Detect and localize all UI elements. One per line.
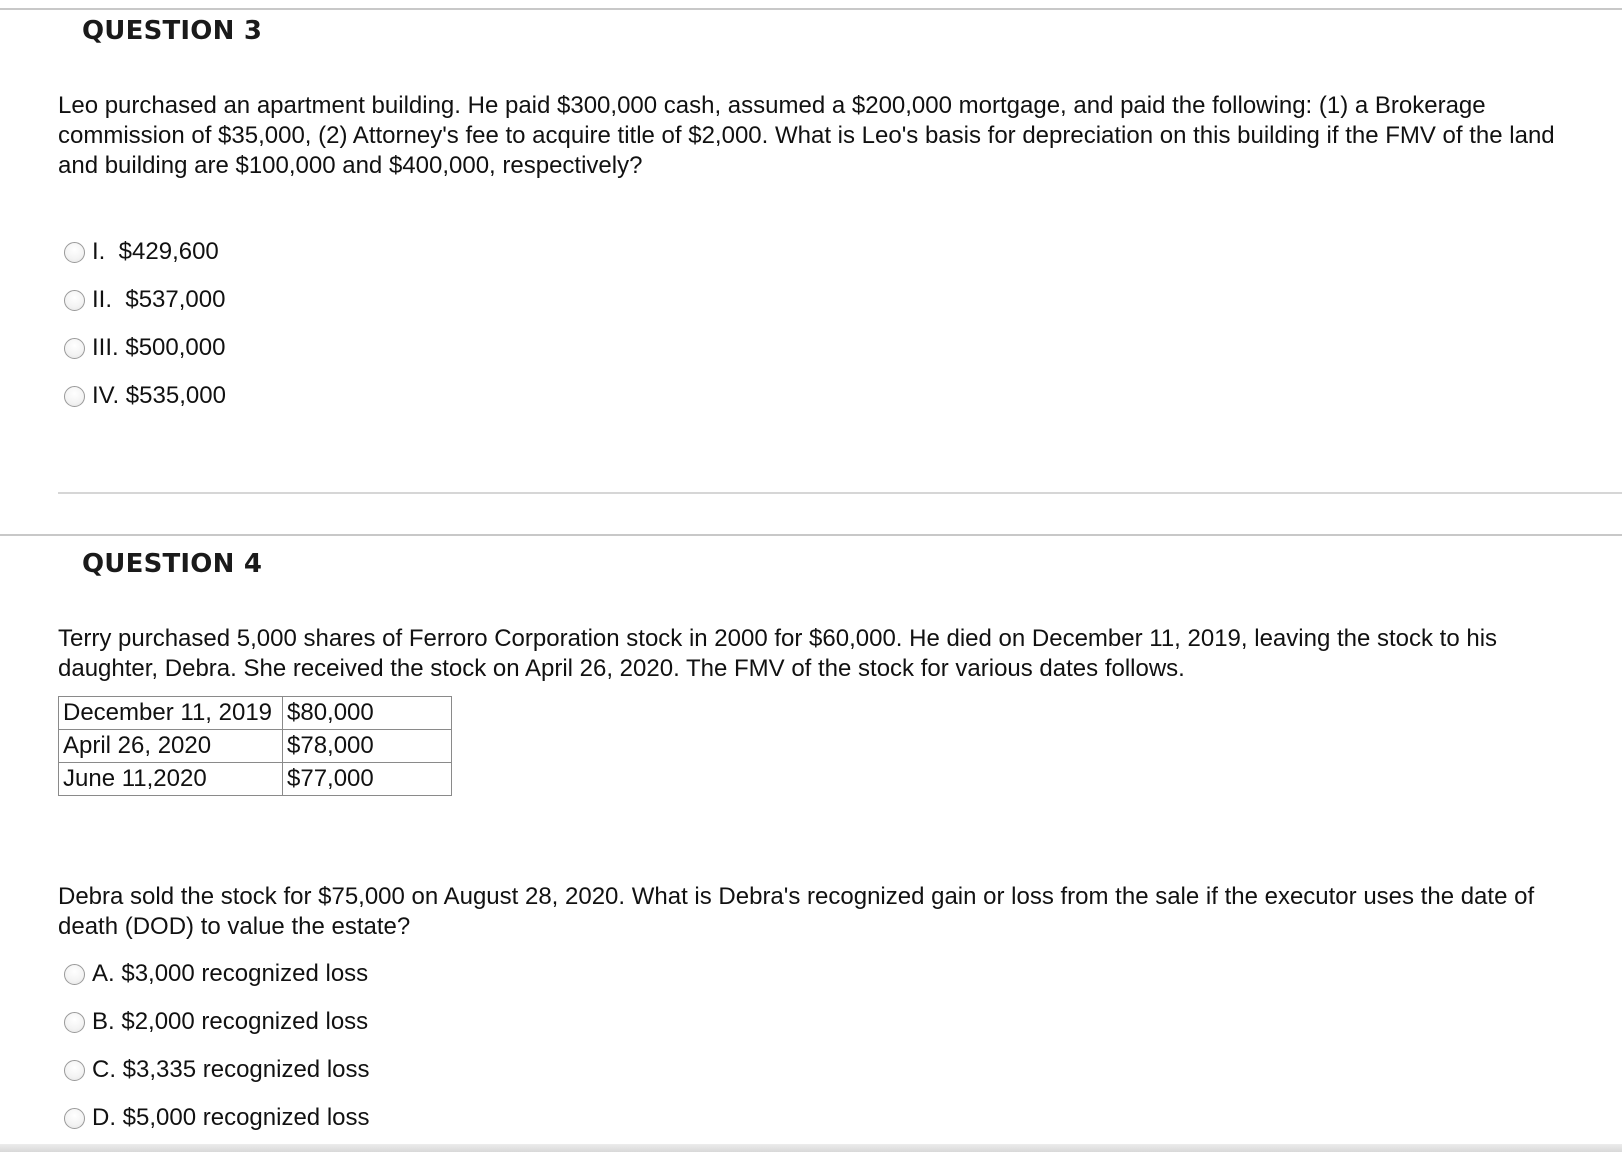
question-4-option-b[interactable] <box>64 998 370 1046</box>
question-3-options <box>64 228 226 420</box>
option-label: D. $5,000 recognized loss <box>92 1104 370 1131</box>
option-label: A. $3,000 recognized loss <box>92 960 369 987</box>
option-label: II. $537,000 <box>92 286 226 313</box>
question-4-option-c[interactable] <box>64 1046 370 1094</box>
radio-button-icon[interactable] <box>64 338 85 359</box>
question-4-top-divider <box>0 534 1622 536</box>
option-label: B. $2,000 recognized loss <box>92 1008 369 1035</box>
radio-button-icon[interactable] <box>64 964 85 985</box>
question-3-option-1[interactable] <box>64 228 226 276</box>
radio-button-icon[interactable] <box>64 1012 85 1033</box>
radio-button-icon[interactable] <box>64 290 85 311</box>
table-cell-value: $77,000 <box>283 763 452 796</box>
table-cell-date: June 11,2020 <box>59 763 283 796</box>
table-row <box>59 697 452 730</box>
fmv-table <box>58 696 452 796</box>
question-4-heading: QUESTION 4 <box>82 549 263 579</box>
option-label: III. $500,000 <box>92 334 226 361</box>
table-cell-date: April 26, 2020 <box>59 730 283 763</box>
question-4-options <box>64 950 370 1142</box>
option-label: IV. $535,000 <box>92 382 226 409</box>
radio-button-icon[interactable] <box>64 1108 85 1129</box>
top-divider <box>0 8 1622 10</box>
question-4-option-d[interactable] <box>64 1094 370 1142</box>
question-4-option-a[interactable] <box>64 950 370 998</box>
radio-button-icon[interactable] <box>64 386 85 407</box>
option-label: C. $3,335 recognized loss <box>92 1056 370 1083</box>
table-row <box>59 730 452 763</box>
table-cell-value: $78,000 <box>283 730 452 763</box>
question-3-option-2[interactable] <box>64 276 226 324</box>
option-label: I. $429,600 <box>92 238 219 265</box>
table-row <box>59 763 452 796</box>
radio-button-icon[interactable] <box>64 242 85 263</box>
table-cell-value: $80,000 <box>283 697 452 730</box>
question-3-bottom-divider <box>58 492 1622 494</box>
radio-button-icon[interactable] <box>64 1060 85 1081</box>
question-3-option-4[interactable] <box>64 372 226 420</box>
question-4-intro-text: Terry purchased 5,000 shares of Ferroro Corporation stock in 2000 for $60,000. He died on December 11, 2019, leaving the stock to his daughter, Debra. She received the stock on April 26, 2020. The FMV of the stock for various dates follows. <box>58 625 1498 682</box>
bottom-edge-shadow <box>0 1144 1622 1152</box>
question-4-text: Debra sold the stock for $75,000 on August 28, 2020. What is Debra's recognized gain or loss from the sale if the executor uses the date of death (DOD) to value the estate? <box>58 883 1535 940</box>
question-3-heading: QUESTION 3 <box>82 16 263 46</box>
table-cell-date: December 11, 2019 <box>59 697 283 730</box>
question-3-text: Leo purchased an apartment building. He paid $300,000 cash, assumed a $200,000 mortgage, and paid the following: (1) a Brokerage commission of $35,000, (2) Attorney's fee to acquire title of $2,000. What is Leo's basis for depreciation on this building if the FMV of the land and building are $100,000 and $400,000, respectively? <box>58 92 1555 179</box>
question-3-option-3[interactable] <box>64 324 226 372</box>
